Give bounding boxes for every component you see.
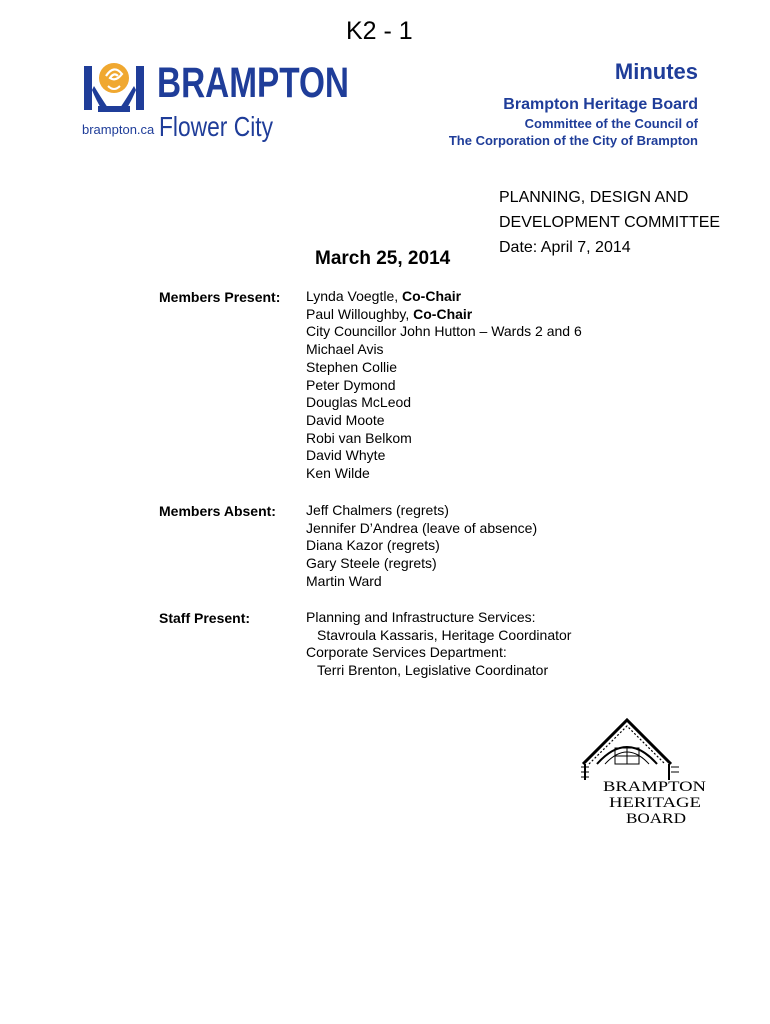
absent-member-item: Jennifer D’Andrea (leave of absence) — [306, 519, 538, 536]
flower-emblem-icon — [83, 60, 145, 118]
heritage-logo-line: BOARD — [626, 811, 687, 827]
committee-stamp — [499, 185, 720, 260]
heritage-logo-line: HERITAGE — [609, 795, 701, 811]
logo-brampton-wordmark: BRAMPTON — [157, 59, 349, 107]
member-item: Ken Wilde — [306, 465, 370, 482]
member-item: Robi van Belkom — [306, 429, 412, 446]
absent-member-item: Gary Steele (regrets) — [306, 555, 437, 572]
absent-member-item: Martin Ward — [306, 572, 382, 589]
members-absent-label: Members Absent: — [159, 503, 276, 519]
absent-member-item: Jeff Chalmers (regrets) — [306, 502, 449, 518]
document-type-title: Minutes — [614, 59, 698, 84]
stamp-line: DEVELOPMENT COMMITTEE — [499, 214, 721, 231]
staff-member: Stavroula Kassaris, Heritage Coordinator — [317, 626, 572, 643]
members-present-label: Members Present: — [159, 289, 281, 305]
heritage-logo-line: BRAMPTON — [603, 779, 707, 795]
absent-member-item: Diana Kazor (regrets) — [306, 537, 440, 554]
role-label: Co-Chair — [413, 305, 473, 322]
members-present-list — [306, 288, 582, 483]
members-absent-list — [306, 502, 537, 591]
member-item: Lynda Voegtle, Co-Chair — [306, 288, 462, 304]
member-item: Paul Willoughby, Co-Chair — [306, 305, 473, 322]
staff-present-label: Staff Present: — [159, 610, 251, 626]
brampton-heritage-board-logo — [575, 712, 715, 827]
member-item: Peter Dymond — [306, 376, 396, 393]
role-label: Co-Chair — [402, 288, 462, 304]
meeting-date: March 25, 2014 — [315, 248, 451, 269]
staff-member: Terri Brenton, Legislative Coordinator — [317, 662, 549, 679]
board-name: Brampton Heritage Board — [503, 96, 698, 113]
member-item: Michael Avis — [306, 341, 384, 358]
members-absent-section — [159, 502, 719, 597]
committee-line: Committee of the Council of — [524, 116, 698, 131]
staff-department: Corporate Services Department: — [306, 644, 507, 661]
members-present-section — [159, 288, 719, 488]
stamp-line: PLANNING, DESIGN AND — [499, 189, 689, 206]
member-item: Douglas McLeod — [306, 394, 412, 411]
logo-url-text: brampton.ca — [82, 122, 155, 137]
member-item: David Whyte — [306, 447, 386, 464]
staff-present-section — [159, 609, 719, 689]
brampton-flower-city-logo — [80, 56, 355, 146]
member-item: Stephen Collie — [306, 358, 398, 375]
member-item: David Moote — [306, 411, 385, 428]
staff-department: Planning and Infrastructure Services: — [306, 609, 536, 625]
stamp-date: Date: April 7, 2014 — [499, 239, 631, 256]
heritage-house-icon — [581, 720, 679, 780]
logo-flower-city-wordmark: Flower City — [159, 111, 273, 142]
member-item: City Councillor John Hutton – Wards 2 and 6 — [306, 323, 582, 340]
corporation-line: The Corporation of the City of Brampton — [448, 133, 698, 148]
staff-present-list — [306, 609, 571, 680]
page-identifier: K2 - 1 — [346, 17, 413, 45]
